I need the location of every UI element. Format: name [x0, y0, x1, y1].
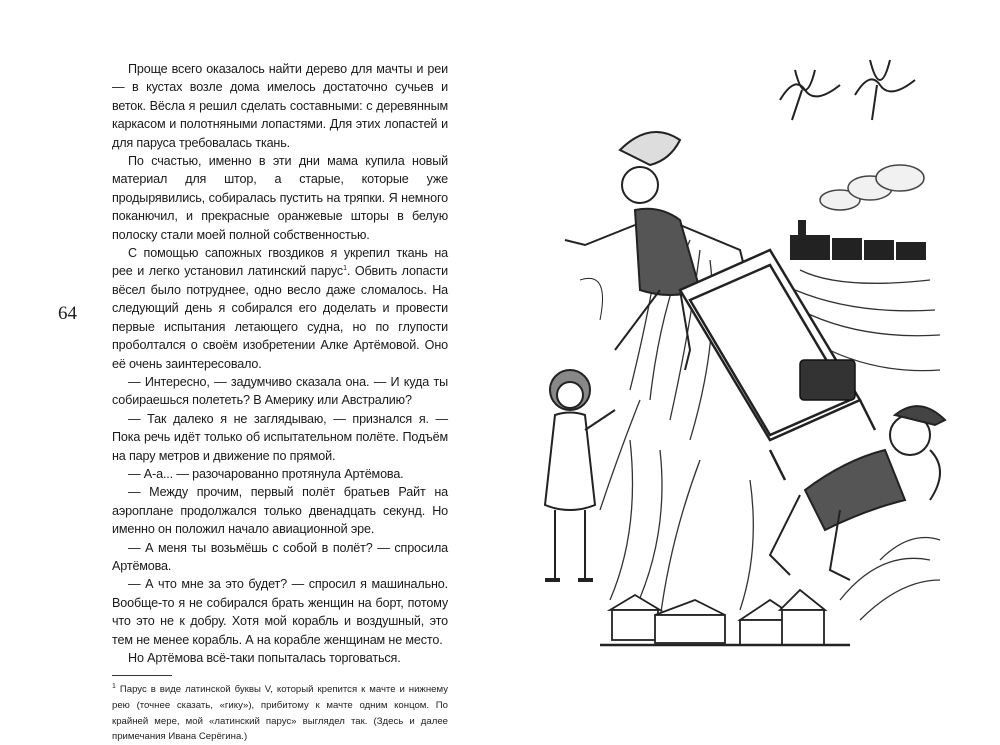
paragraph-10: Но Артёмова всё-таки попыталась торговаться. — [128, 651, 401, 665]
paragraph-2: По счастью, именно в эти дни мама купила новый материал для штор, а старые, которые уже продырявились, собиралась пустить на тряпки. Я немного поканючил, и прекрасные оранжевые шторы в белую полоску стали моей полной собственностью. — [112, 154, 448, 242]
girl-icon — [545, 370, 615, 580]
illustration — [540, 40, 980, 660]
paragraph-9: — А что мне за это будет? — спросил я машинально. Вообще-то я не собирался брать женщин на борт, потому что это не к добру. Хотя мой корабль и воздушный, это тем не менее корабль. А на корабле женщинам не место. — [112, 577, 448, 647]
smoke-icon — [820, 165, 924, 210]
footnote-mark: 1 — [112, 683, 116, 691]
train-icon — [790, 220, 926, 260]
page-number: 64 — [58, 303, 77, 324]
birds-icon — [780, 60, 915, 120]
paragraph-6: — А-а... — разочарованно протянула Артёмова. — [128, 466, 404, 481]
paragraph-5: — Так далеко я не заглядываю, — признался я. — Пока речь идёт только об испытательном полёте. Подъём на пару метров и движение по прямой. — [112, 411, 448, 463]
text-column — [112, 60, 448, 745]
footnote-divider — [112, 675, 172, 676]
paragraph-8: — А меня ты возьмёшь с собой в полёт? — спросила Артёмова. — [112, 540, 448, 573]
footnote-text: Парус в виде латинской буквы V, который крепится к мачте и нижнему рею (точнее сказать, «гику»), прибитому к мачте одним концом. По крайней мере, мой «латинский парус» выглядел так. (Здесь и далее примечания Ивана Серёгина.) — [112, 684, 448, 743]
paragraph-sail-after: . Обвить лопасти вёсел было потруднее, одно весло даже сломалось. На следующий день я собирался его доделать и провести первые испытания летающего судна, но по глупости проболтался о своём изобретении Алке Артёмовой. Оно её очень заинтересовало. — [112, 264, 449, 371]
footnote-reference[interactable]: 1 — [343, 265, 347, 273]
houses-icon — [600, 590, 850, 645]
paragraph-1: Проще всего оказалось найти дерево для мачты и реи — в кустах возле дома имелось достаточно сучьев и веток. Вёсла я решил сделать составными: с деревянным каркасом и полотняными лопастями. Для этих лопастей и для паруса требовалась ткань. — [112, 62, 448, 150]
footnote — [112, 682, 448, 744]
paragraph-sail — [112, 244, 448, 373]
illustration-drawing — [540, 40, 980, 660]
suitcase-icon — [800, 360, 855, 400]
man-icon — [770, 406, 945, 580]
paragraph-sail-before: С помощью сапожных гвоздиков я укрепил ткань на рее и легко установил латинский парус — [112, 246, 448, 279]
paragraph-7: — Между прочим, первый полёт братьев Райт на аэроплане продолжался только двенадцать секунд. Но именно он положил начало авиационной эре. — [112, 485, 448, 537]
paragraph-4: — Интересно, — задумчиво сказала она. — И куда ты собираешься полететь? В Америку или Австралию? — [112, 374, 448, 408]
